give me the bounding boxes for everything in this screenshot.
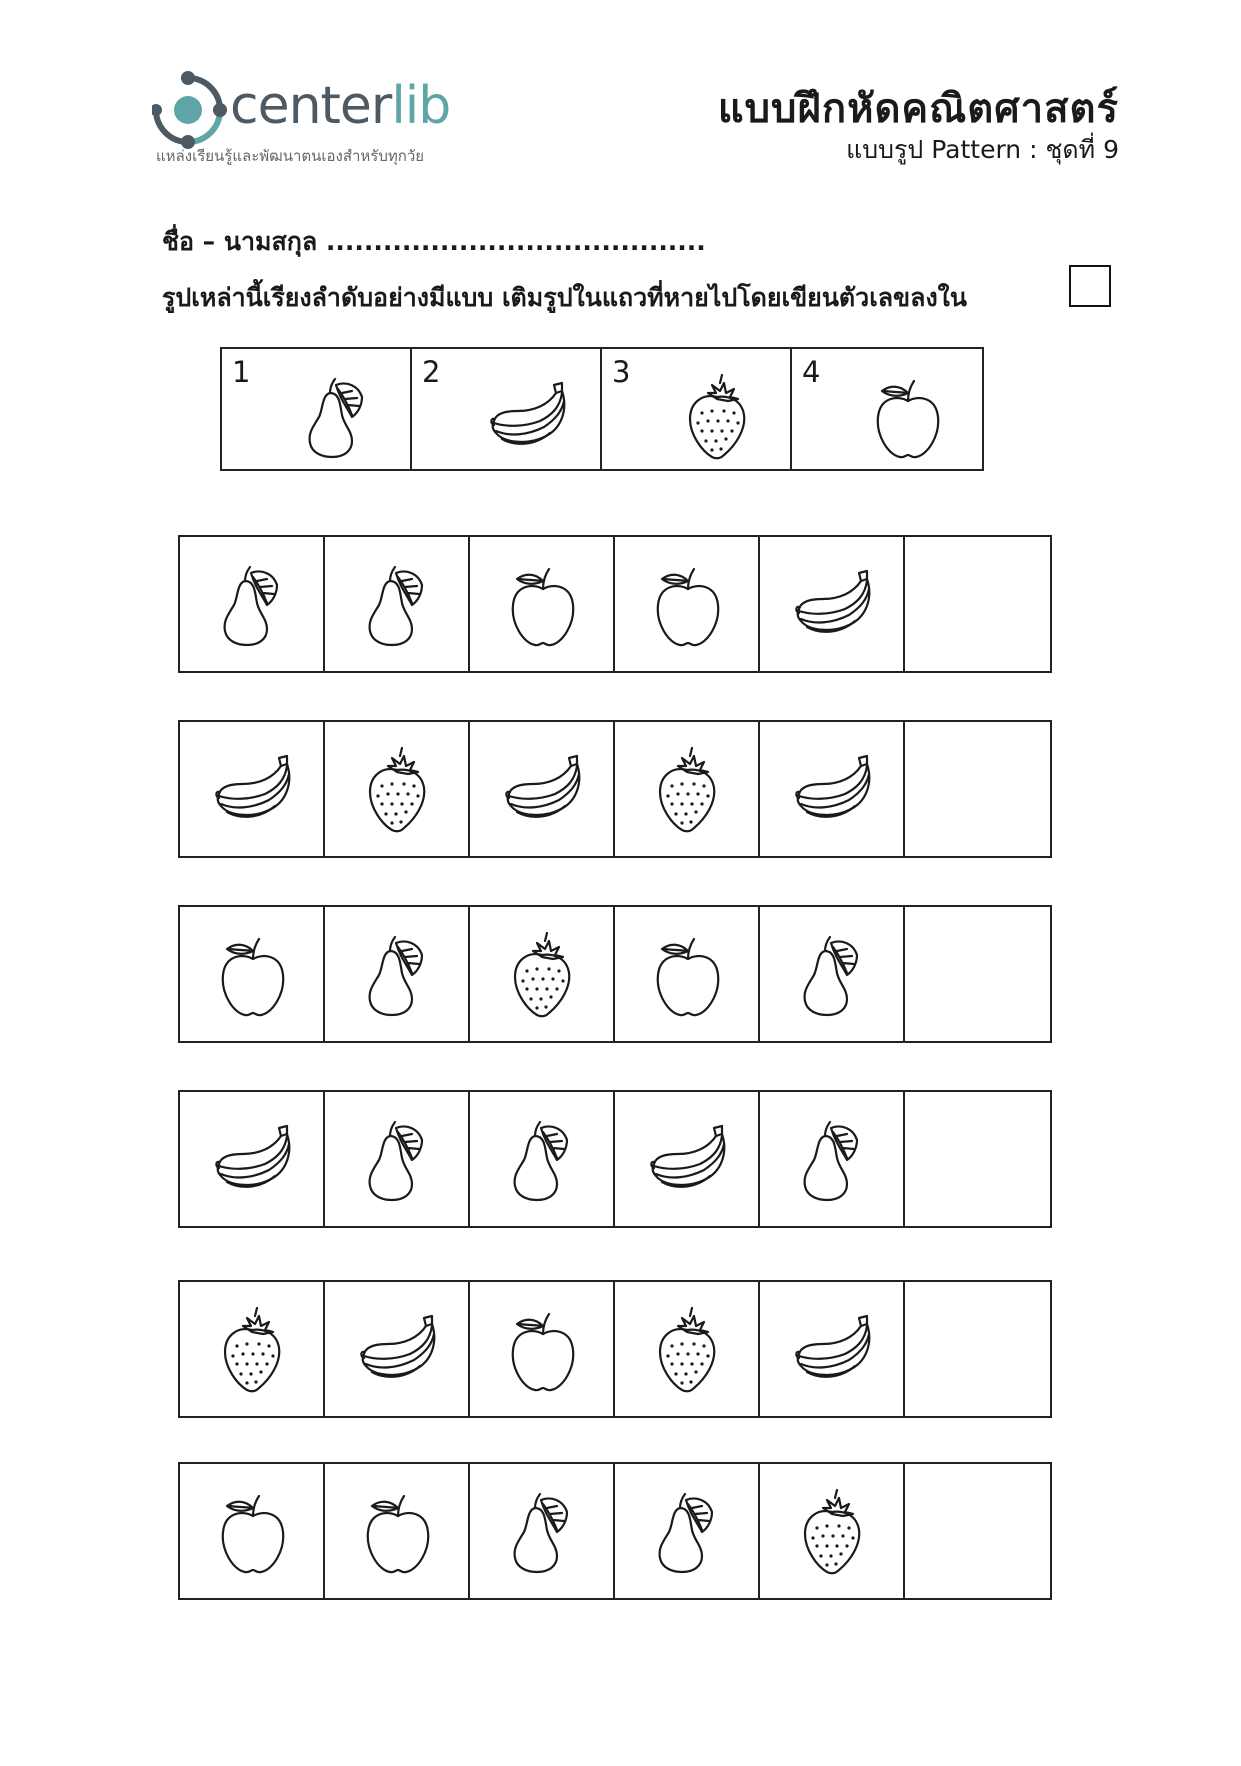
banana-icon bbox=[352, 1304, 442, 1394]
pattern-cell bbox=[760, 722, 905, 856]
pear-icon bbox=[352, 1114, 442, 1204]
banana-icon bbox=[787, 559, 877, 649]
pattern-cell bbox=[470, 907, 615, 1041]
worksheet-title: แบบฝึกหัดคณิตศาสตร์ bbox=[717, 86, 1119, 132]
apple-icon bbox=[642, 929, 732, 1019]
pear-icon bbox=[787, 929, 877, 1019]
legend-number: 1 bbox=[232, 355, 251, 389]
banana-icon bbox=[482, 371, 572, 461]
pattern-cell bbox=[325, 722, 470, 856]
pattern-cell bbox=[615, 537, 760, 671]
apple-icon bbox=[497, 1304, 587, 1394]
pattern-blank-cell[interactable] bbox=[905, 537, 1050, 671]
pear-icon bbox=[207, 559, 297, 649]
pattern-cell bbox=[180, 537, 325, 671]
pattern-cell bbox=[470, 1092, 615, 1226]
apple-icon bbox=[207, 929, 297, 1019]
pear-icon bbox=[352, 559, 442, 649]
pattern-cell bbox=[180, 1282, 325, 1416]
pattern-cell bbox=[325, 1092, 470, 1226]
pattern-cell bbox=[760, 537, 905, 671]
strawberry-icon bbox=[642, 744, 732, 834]
pattern-cell bbox=[760, 1282, 905, 1416]
pattern-cell bbox=[615, 722, 760, 856]
apple-icon bbox=[207, 1486, 297, 1576]
pattern-cell bbox=[470, 1282, 615, 1416]
pattern-cell bbox=[325, 1282, 470, 1416]
pattern-cell bbox=[615, 1092, 760, 1226]
strawberry-icon bbox=[352, 744, 442, 834]
strawberry-icon bbox=[787, 1486, 877, 1576]
pattern-row bbox=[178, 1462, 1052, 1600]
legend-number: 2 bbox=[422, 355, 441, 389]
pattern-cell bbox=[615, 907, 760, 1041]
pattern-cell bbox=[325, 907, 470, 1041]
pattern-row bbox=[178, 905, 1052, 1043]
pear-icon bbox=[292, 371, 382, 461]
legend-cell bbox=[792, 349, 982, 469]
pattern-blank-cell[interactable] bbox=[905, 1282, 1050, 1416]
pattern-blank-cell[interactable] bbox=[905, 1092, 1050, 1226]
banana-icon bbox=[207, 744, 297, 834]
apple-icon bbox=[862, 371, 952, 461]
logo bbox=[152, 70, 492, 170]
fruit-legend bbox=[220, 347, 984, 471]
banana-icon bbox=[207, 1114, 297, 1204]
pattern-cell bbox=[470, 537, 615, 671]
apple-icon bbox=[497, 559, 587, 649]
pattern-cell bbox=[615, 1282, 760, 1416]
pear-icon bbox=[642, 1486, 732, 1576]
banana-icon bbox=[787, 1304, 877, 1394]
pattern-blank-cell[interactable] bbox=[905, 907, 1050, 1041]
legend-cell bbox=[222, 349, 412, 469]
pattern-cell bbox=[470, 722, 615, 856]
pattern-cell bbox=[470, 1464, 615, 1598]
pattern-cell bbox=[325, 1464, 470, 1598]
pattern-blank-cell[interactable] bbox=[905, 1464, 1050, 1598]
pattern-row bbox=[178, 1090, 1052, 1228]
pear-icon bbox=[497, 1486, 587, 1576]
banana-icon bbox=[497, 744, 587, 834]
pear-icon bbox=[497, 1114, 587, 1204]
instruction-text: รูปเหล่านี้เรียงลำดับอย่างมีแบบ เติมรูปในแถวที่หายไปโดยเขียนตัวเลขลงใน bbox=[162, 283, 967, 312]
pattern-cell bbox=[615, 1464, 760, 1598]
answer-box[interactable] bbox=[1069, 265, 1111, 307]
pattern-cell bbox=[180, 1092, 325, 1226]
logo-word-lib: lib bbox=[391, 76, 451, 136]
logo-wordmark bbox=[230, 76, 450, 136]
apple-icon bbox=[352, 1486, 442, 1576]
strawberry-icon bbox=[642, 1304, 732, 1394]
legend-cell bbox=[602, 349, 792, 469]
logo-word-center: center bbox=[230, 76, 392, 136]
pattern-cell bbox=[325, 537, 470, 671]
legend-cell bbox=[412, 349, 602, 469]
pattern-row bbox=[178, 535, 1052, 673]
logo-tagline: แหล่งเรียนรู้และพัฒนาตนเองสำหรับทุกวัย bbox=[156, 147, 425, 165]
pattern-cell bbox=[760, 907, 905, 1041]
legend-number: 4 bbox=[802, 355, 821, 389]
pattern-row bbox=[178, 720, 1052, 858]
apple-icon bbox=[642, 559, 732, 649]
pear-icon bbox=[352, 929, 442, 1019]
strawberry-icon bbox=[497, 929, 587, 1019]
banana-icon bbox=[642, 1114, 732, 1204]
strawberry-icon bbox=[672, 371, 762, 461]
pattern-row bbox=[178, 1280, 1052, 1418]
pattern-cell bbox=[760, 1092, 905, 1226]
pattern-cell bbox=[180, 722, 325, 856]
pattern-cell bbox=[180, 1464, 325, 1598]
strawberry-icon bbox=[207, 1304, 297, 1394]
pattern-cell bbox=[760, 1464, 905, 1598]
worksheet-subtitle: แบบรูป Pattern : ชุดที่ 9 bbox=[846, 135, 1119, 164]
pattern-cell bbox=[180, 907, 325, 1041]
legend-number: 3 bbox=[612, 355, 631, 389]
banana-icon bbox=[787, 744, 877, 834]
pattern-blank-cell[interactable] bbox=[905, 722, 1050, 856]
name-field-line: ชื่อ – นามสกุล ........................................ bbox=[162, 227, 706, 256]
pear-icon bbox=[787, 1114, 877, 1204]
